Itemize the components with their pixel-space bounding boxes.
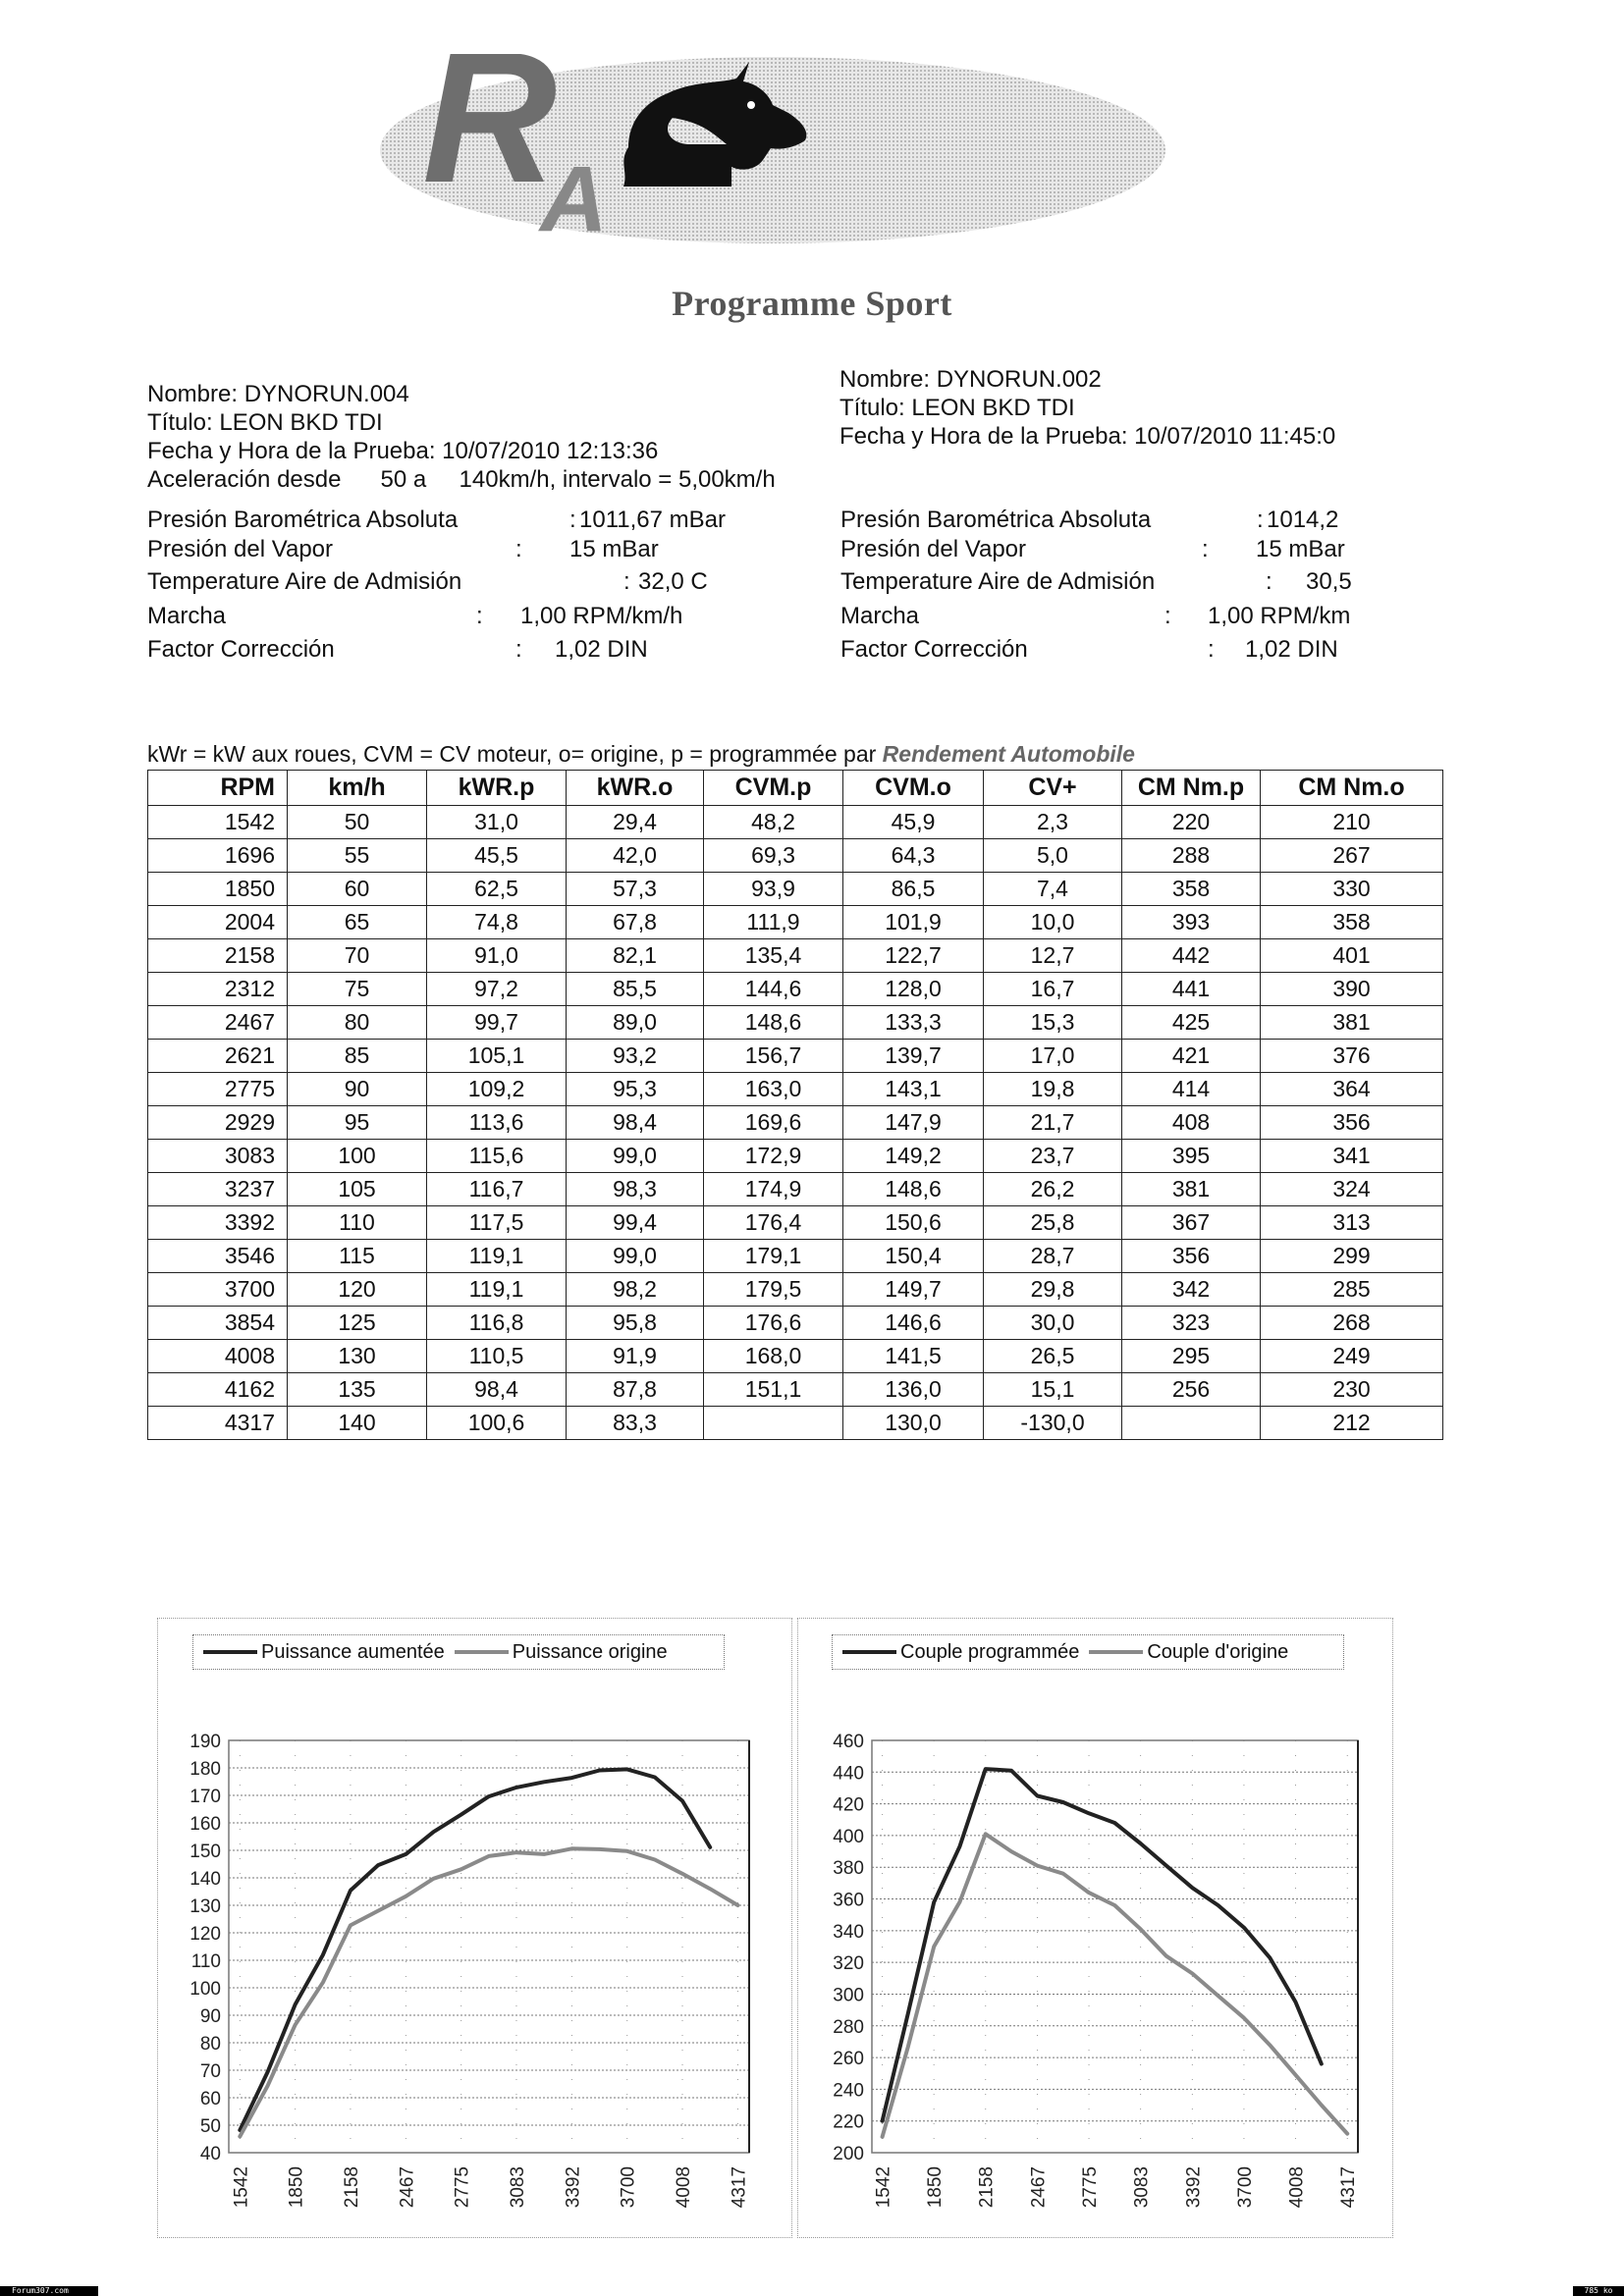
- logo-letter-a: A: [540, 147, 608, 245]
- table-cell: 125: [288, 1307, 427, 1340]
- table-cell: 60: [288, 873, 427, 906]
- table-cell: 48,2: [704, 806, 843, 839]
- table-cell: 442: [1122, 939, 1261, 973]
- table-cell: 111,9: [704, 906, 843, 939]
- table-cell: 341: [1261, 1140, 1443, 1173]
- table-cell: 358: [1122, 873, 1261, 906]
- table-cell: 414: [1122, 1073, 1261, 1106]
- table-cell: [1122, 1407, 1261, 1440]
- table-cell: 3700: [148, 1273, 288, 1307]
- table-cell: 3237: [148, 1173, 288, 1206]
- svg-text:400: 400: [833, 1826, 864, 1847]
- table-row: [148, 1106, 1443, 1140]
- table-cell: 172,9: [704, 1140, 843, 1173]
- table-row: [148, 939, 1443, 973]
- table-cell: 376: [1261, 1040, 1443, 1073]
- table-cell: 268: [1261, 1307, 1443, 1340]
- table-cell: 10,0: [984, 906, 1122, 939]
- table-cell: 75: [288, 973, 427, 1006]
- table-row: [148, 873, 1443, 906]
- table-cell: 356: [1122, 1240, 1261, 1273]
- line-swatch-icon: [455, 1650, 509, 1654]
- table-cell: 441: [1122, 973, 1261, 1006]
- table-row: [148, 1206, 1443, 1240]
- column-header-rpm: RPM: [148, 771, 288, 806]
- svg-text:320: 320: [833, 1953, 864, 1975]
- svg-text:460: 460: [833, 1732, 864, 1752]
- svg-text:420: 420: [833, 1794, 864, 1816]
- table-cell: 50: [288, 806, 427, 839]
- table-row: [148, 906, 1443, 939]
- table-cell: 116,8: [427, 1307, 567, 1340]
- power-chart-plot: [158, 1717, 791, 2232]
- table-cell: 367: [1122, 1206, 1261, 1240]
- table-cell: 85: [288, 1040, 427, 1073]
- table-cell: 42,0: [567, 839, 704, 873]
- table-cell: 17,0: [984, 1040, 1122, 1073]
- table-cell: 136,0: [843, 1373, 984, 1407]
- table-cell: 100: [288, 1140, 427, 1173]
- table-cell: 1696: [148, 839, 288, 873]
- table-cell: 83,3: [567, 1407, 704, 1440]
- table-cell: 80: [288, 1006, 427, 1040]
- table-cell: 163,0: [704, 1073, 843, 1106]
- table-cell: 2004: [148, 906, 288, 939]
- table-cell: 3392: [148, 1206, 288, 1240]
- table-cell: 381: [1261, 1006, 1443, 1040]
- svg-text:3083: 3083: [1131, 2166, 1153, 2209]
- table-cell: 141,5: [843, 1340, 984, 1373]
- table-row: [148, 1140, 1443, 1173]
- table-cell: 64,3: [843, 839, 984, 873]
- table-cell: 91,0: [427, 939, 567, 973]
- table-cell: 105,1: [427, 1040, 567, 1073]
- table-cell: 390: [1261, 973, 1443, 1006]
- legend-item-puissance-aumentee: Puissance aumentée: [203, 1641, 445, 1664]
- table-cell: 2929: [148, 1106, 288, 1140]
- table-cell: 110,5: [427, 1340, 567, 1373]
- table-cell: 176,6: [704, 1307, 843, 1340]
- table-cell: 89,0: [567, 1006, 704, 1040]
- svg-text:240: 240: [833, 2080, 864, 2102]
- table-row: [148, 1307, 1443, 1340]
- table-cell: 299: [1261, 1240, 1443, 1273]
- table-cell: 115: [288, 1240, 427, 1273]
- run-right-info: [839, 365, 1335, 451]
- table-cell: 230: [1261, 1373, 1443, 1407]
- table-cell: 69,3: [704, 839, 843, 873]
- table-legend-text: kWr = kW aux roues, CVM = CV moteur, o= origine, p = programmée par: [147, 741, 883, 767]
- table-cell: 26,5: [984, 1340, 1122, 1373]
- svg-text:110: 110: [190, 1951, 221, 1972]
- svg-text:1542: 1542: [231, 2166, 252, 2209]
- logo-letter-r: R: [422, 54, 558, 222]
- table-cell: 4162: [148, 1373, 288, 1407]
- table-cell: 99,4: [567, 1206, 704, 1240]
- table-cell: 324: [1261, 1173, 1443, 1206]
- svg-text:180: 180: [189, 1759, 221, 1780]
- table-cell: 5,0: [984, 839, 1122, 873]
- table-cell: 2312: [148, 973, 288, 1006]
- svg-text:2158: 2158: [976, 2166, 998, 2209]
- table-cell: 421: [1122, 1040, 1261, 1073]
- table-row: [148, 1373, 1443, 1407]
- table-cell: 212: [1261, 1407, 1443, 1440]
- table-cell: 110: [288, 1206, 427, 1240]
- table-cell: 120: [288, 1273, 427, 1307]
- table-cell: 12,7: [984, 939, 1122, 973]
- table-cell: 151,1: [704, 1373, 843, 1407]
- table-cell: 401: [1261, 939, 1443, 973]
- table-cell: 65: [288, 906, 427, 939]
- table-cell: 100,6: [427, 1407, 567, 1440]
- svg-text:1850: 1850: [286, 2166, 307, 2209]
- legend-item-puissance-origine: Puissance origine: [455, 1641, 668, 1664]
- table-cell: 99,0: [567, 1140, 704, 1173]
- table-cell: 2,3: [984, 806, 1122, 839]
- table-cell: 86,5: [843, 873, 984, 906]
- svg-text:4317: 4317: [729, 2166, 750, 2209]
- table-row: [148, 806, 1443, 839]
- table-cell: 113,6: [427, 1106, 567, 1140]
- table-row: [148, 1240, 1443, 1273]
- table-cell: 98,4: [567, 1106, 704, 1140]
- table-cell: 149,2: [843, 1140, 984, 1173]
- table-cell: 45,9: [843, 806, 984, 839]
- table-cell: 130,0: [843, 1407, 984, 1440]
- svg-text:70: 70: [199, 2061, 221, 2082]
- table-cell: 425: [1122, 1006, 1261, 1040]
- svg-text:100: 100: [189, 1979, 221, 2000]
- table-cell: 147,9: [843, 1106, 984, 1140]
- table-cell: 82,1: [567, 939, 704, 973]
- svg-text:3392: 3392: [1183, 2166, 1205, 2209]
- svg-text:340: 340: [833, 1921, 864, 1943]
- table-cell: 21,7: [984, 1106, 1122, 1140]
- svg-text:2775: 2775: [1080, 2166, 1102, 2209]
- table-cell: 179,5: [704, 1273, 843, 1307]
- run-left-aceleracion: Aceleración desde 50 a 140km/h, intervalo = 5,00km/h: [147, 466, 776, 493]
- svg-text:130: 130: [189, 1896, 221, 1917]
- svg-text:60: 60: [199, 2089, 221, 2109]
- table-cell: 408: [1122, 1106, 1261, 1140]
- table-cell: 95,3: [567, 1073, 704, 1106]
- table-cell: 168,0: [704, 1340, 843, 1373]
- column-header-kwr-p: kWR.p: [427, 771, 567, 806]
- svg-text:140: 140: [189, 1869, 221, 1890]
- table-cell: 19,8: [984, 1073, 1122, 1106]
- table-cell: 149,7: [843, 1273, 984, 1307]
- svg-text:3392: 3392: [563, 2166, 584, 2209]
- table-cell: 87,8: [567, 1373, 704, 1407]
- table-row: [148, 1340, 1443, 1373]
- table-cell: 313: [1261, 1206, 1443, 1240]
- table-cell: 143,1: [843, 1073, 984, 1106]
- table-cell: 90: [288, 1073, 427, 1106]
- table-cell: 26,2: [984, 1173, 1122, 1206]
- run-right-titulo: Título: LEON BKD TDI: [839, 395, 1075, 421]
- svg-text:90: 90: [199, 2006, 221, 2027]
- table-cell: 15,3: [984, 1006, 1122, 1040]
- line-swatch-icon: [842, 1650, 896, 1654]
- table-cell: 45,5: [427, 839, 567, 873]
- table-cell: 356: [1261, 1106, 1443, 1140]
- table-cell: 150,4: [843, 1240, 984, 1273]
- table-cell: 4008: [148, 1340, 288, 1373]
- svg-text:80: 80: [199, 2034, 221, 2055]
- table-cell: 133,3: [843, 1006, 984, 1040]
- column-header-cm-nm-o: CM Nm.o: [1261, 771, 1443, 806]
- column-header-cvm-p: CVM.p: [704, 771, 843, 806]
- column-header-cvm-o: CVM.o: [843, 771, 984, 806]
- table-cell: 4317: [148, 1407, 288, 1440]
- svg-text:440: 440: [833, 1763, 864, 1785]
- svg-text:150: 150: [189, 1842, 221, 1862]
- table-cell: 176,4: [704, 1206, 843, 1240]
- table-cell: 140: [288, 1407, 427, 1440]
- table-cell: 98,2: [567, 1273, 704, 1307]
- table-cell: 25,8: [984, 1206, 1122, 1240]
- table-cell: 115,6: [427, 1140, 567, 1173]
- line-swatch-icon: [203, 1650, 257, 1654]
- forum-watermark: Forum307.com: [0, 2286, 98, 2296]
- table-row: [148, 1073, 1443, 1106]
- table-cell: 135: [288, 1373, 427, 1407]
- svg-text:120: 120: [189, 1924, 221, 1945]
- table-cell: 323: [1122, 1307, 1261, 1340]
- table-row: [148, 1006, 1443, 1040]
- table-cell: 93,2: [567, 1040, 704, 1073]
- legend-item-couple-programmee: Couple programmée: [842, 1641, 1079, 1664]
- svg-text:200: 200: [833, 2144, 864, 2164]
- table-cell: 95: [288, 1106, 427, 1140]
- table-cell: 28,7: [984, 1240, 1122, 1273]
- table-cell: 295: [1122, 1340, 1261, 1373]
- table-row: [148, 1273, 1443, 1307]
- table-cell: 358: [1261, 906, 1443, 939]
- table-cell: 117,5: [427, 1206, 567, 1240]
- table-cell: 330: [1261, 873, 1443, 906]
- run-left-info: [147, 380, 776, 494]
- svg-text:170: 170: [189, 1787, 221, 1807]
- table-cell: 267: [1261, 839, 1443, 873]
- table-cell: 169,6: [704, 1106, 843, 1140]
- table-cell: 70: [288, 939, 427, 973]
- svg-text:1542: 1542: [873, 2166, 894, 2209]
- table-cell: 139,7: [843, 1040, 984, 1073]
- table-cell: 3546: [148, 1240, 288, 1273]
- table-cell: 101,9: [843, 906, 984, 939]
- table-cell: 342: [1122, 1273, 1261, 1307]
- table-cell: 148,6: [843, 1173, 984, 1206]
- table-row: [148, 973, 1443, 1006]
- table-cell: 7,4: [984, 873, 1122, 906]
- table-cell: 93,9: [704, 873, 843, 906]
- table-row: [148, 1173, 1443, 1206]
- table-cell: 119,1: [427, 1273, 567, 1307]
- table-row: [148, 839, 1443, 873]
- table-cell: 16,7: [984, 973, 1122, 1006]
- table-cell: 2621: [148, 1040, 288, 1073]
- table-legend: [147, 741, 1135, 768]
- table-cell: 381: [1122, 1173, 1261, 1206]
- table-cell: 3083: [148, 1140, 288, 1173]
- svg-text:380: 380: [833, 1858, 864, 1880]
- table-cell: 395: [1122, 1140, 1261, 1173]
- table-row: [148, 1407, 1443, 1440]
- table-cell: 130: [288, 1340, 427, 1373]
- svg-text:360: 360: [833, 1890, 864, 1911]
- table-cell: 30,0: [984, 1307, 1122, 1340]
- svg-text:40: 40: [199, 2144, 221, 2164]
- table-cell: 55: [288, 839, 427, 873]
- column-header-cm-nm-p: CM Nm.p: [1122, 771, 1261, 806]
- column-header-kwr-o: kWR.o: [567, 771, 704, 806]
- table-cell: 122,7: [843, 939, 984, 973]
- table-cell: 74,8: [427, 906, 567, 939]
- table-cell: 148,6: [704, 1006, 843, 1040]
- table-cell: 95,8: [567, 1307, 704, 1340]
- table-header-row: [148, 771, 1443, 806]
- table-cell: 150,6: [843, 1206, 984, 1240]
- svg-text:2467: 2467: [397, 2166, 418, 2209]
- table-cell: 119,1: [427, 1240, 567, 1273]
- run-left-titulo: Título: LEON BKD TDI: [147, 409, 383, 436]
- svg-text:4008: 4008: [1286, 2166, 1308, 2209]
- svg-text:3083: 3083: [507, 2166, 528, 2209]
- table-cell: 135,4: [704, 939, 843, 973]
- svg-text:2467: 2467: [1028, 2166, 1050, 2209]
- torque-chart: [797, 1618, 1393, 2238]
- table-cell: 57,3: [567, 873, 704, 906]
- table-cell: 364: [1261, 1073, 1443, 1106]
- table-cell: 393: [1122, 906, 1261, 939]
- power-chart-legend: [192, 1634, 725, 1670]
- table-cell: 288: [1122, 839, 1261, 873]
- table-cell: [704, 1407, 843, 1440]
- table-cell: 146,6: [843, 1307, 984, 1340]
- run-right-nombre: Nombre: DYNORUN.002: [839, 366, 1102, 393]
- table-cell: 2775: [148, 1073, 288, 1106]
- table-cell: -130,0: [984, 1407, 1122, 1440]
- table-cell: 174,9: [704, 1173, 843, 1206]
- table-cell: 220: [1122, 806, 1261, 839]
- table-cell: 2467: [148, 1006, 288, 1040]
- svg-text:4008: 4008: [674, 2166, 695, 2209]
- table-cell: 99,0: [567, 1240, 704, 1273]
- table-cell: 97,2: [427, 973, 567, 1006]
- page-title: Programme Sport: [672, 284, 952, 323]
- svg-text:280: 280: [833, 2016, 864, 2038]
- table-cell: 105: [288, 1173, 427, 1206]
- table-cell: 99,7: [427, 1006, 567, 1040]
- table-cell: 285: [1261, 1273, 1443, 1307]
- table-cell: 256: [1122, 1373, 1261, 1407]
- table-cell: 85,5: [567, 973, 704, 1006]
- table-cell: 15,1: [984, 1373, 1122, 1407]
- table-cell: 156,7: [704, 1040, 843, 1073]
- power-chart: [157, 1618, 792, 2238]
- table-cell: 210: [1261, 806, 1443, 839]
- svg-text:2775: 2775: [452, 2166, 473, 2209]
- table-cell: 29,4: [567, 806, 704, 839]
- table-cell: 144,6: [704, 973, 843, 1006]
- table-row: [148, 1040, 1443, 1073]
- svg-text:50: 50: [199, 2116, 221, 2137]
- table-cell: 29,8: [984, 1273, 1122, 1307]
- run-left-nombre: Nombre: DYNORUN.004: [147, 381, 409, 407]
- dyno-results-table: [147, 770, 1443, 1440]
- svg-text:220: 220: [833, 2111, 864, 2133]
- table-cell: 116,7: [427, 1173, 567, 1206]
- table-cell: 249: [1261, 1340, 1443, 1373]
- column-header-cv-plus: CV+: [984, 771, 1122, 806]
- line-swatch-icon: [1089, 1650, 1143, 1654]
- table-cell: 98,4: [427, 1373, 567, 1407]
- svg-text:160: 160: [189, 1814, 221, 1835]
- table-cell: 91,9: [567, 1340, 704, 1373]
- torque-chart-legend: [832, 1634, 1344, 1670]
- table-cell: 128,0: [843, 973, 984, 1006]
- run-right-fecha: Fecha y Hora de la Prueba: 10/07/2010 11:45:0: [839, 423, 1336, 450]
- run-left-fecha: Fecha y Hora de la Prueba: 10/07/2010 12:13:36: [147, 438, 659, 464]
- table-cell: 67,8: [567, 906, 704, 939]
- ra-dragon-logo: [378, 54, 1168, 245]
- table-cell: 31,0: [427, 806, 567, 839]
- column-header-kmh: km/h: [288, 771, 427, 806]
- svg-text:3700: 3700: [618, 2166, 639, 2209]
- table-cell: 109,2: [427, 1073, 567, 1106]
- table-cell: 1850: [148, 873, 288, 906]
- table-cell: 1542: [148, 806, 288, 839]
- table-cell: 98,3: [567, 1173, 704, 1206]
- svg-text:3700: 3700: [1234, 2166, 1256, 2209]
- svg-text:190: 190: [189, 1732, 221, 1752]
- brand-name: Rendement Automobile: [882, 741, 1135, 767]
- table-cell: 179,1: [704, 1240, 843, 1273]
- file-size-badge: 785 ko: [1573, 2286, 1624, 2296]
- legend-item-couple-origine: Couple d'origine: [1089, 1641, 1288, 1664]
- svg-text:300: 300: [833, 1985, 864, 2006]
- torque-chart-plot: [798, 1717, 1392, 2232]
- table-cell: 62,5: [427, 873, 567, 906]
- svg-text:1850: 1850: [925, 2166, 947, 2209]
- svg-text:4317: 4317: [1338, 2166, 1360, 2209]
- svg-text:2158: 2158: [341, 2166, 362, 2209]
- table-cell: 3854: [148, 1307, 288, 1340]
- table-cell: 23,7: [984, 1140, 1122, 1173]
- table-cell: 2158: [148, 939, 288, 973]
- svg-text:260: 260: [833, 2049, 864, 2070]
